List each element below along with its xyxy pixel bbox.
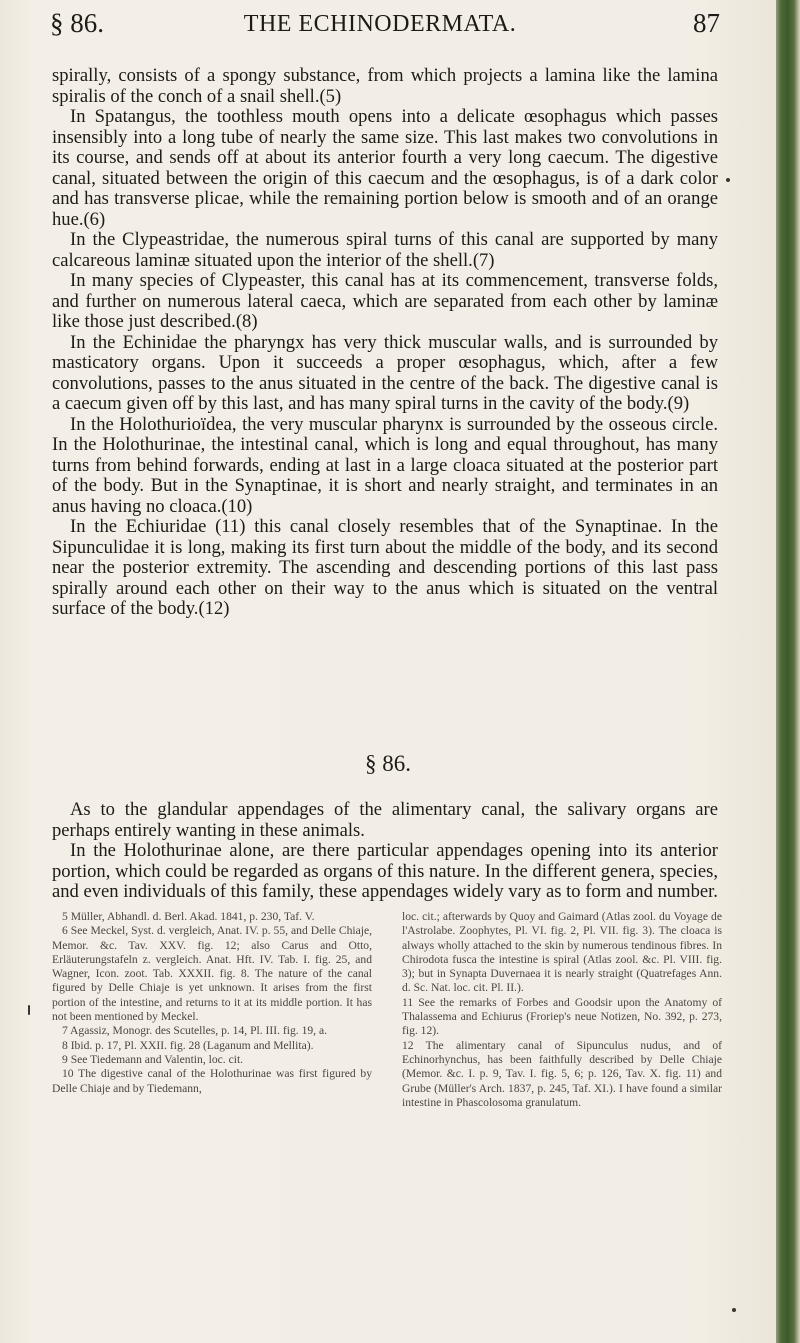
main-text-lower (52, 800, 718, 903)
footnote: 5 Müller, Abhandl. d. Berl. Akad. 1841, p. 230, Taf. V. (62, 910, 315, 923)
paragraph: In Spatangus, the toothless mouth opens into a delicate œsophagus which passes insensibly into a long tube of nearly the same size. This last makes two convolutions in its course, and sends off at about its anterior fourth a very long caecum. The digestive canal, situated between the origin of this caecum and the œsophagus, is of a dark color and has transverse plicae, while the remaining portion below is smooth and of an orange hue.(6) (52, 106, 718, 230)
footnote: 7 Agassiz, Monogr. des Scutelles, p. 14, Pl. III. fig. 19, a. (62, 1024, 328, 1038)
ink-speck (28, 1005, 30, 1015)
running-header (40, 8, 720, 48)
paragraph: In the Echinidae the pharyngx has very thick muscular walls, and is surrounded by masticatory organs. Upon it succeeds a proper œsophagus, which, after a few convolutions, passes to the anus situated in the centre of the back. The digestive canal is a caecum given off by this last, and has many spiral turns in the cavity of the body.(9) (52, 331, 718, 414)
paragraph: In the Holothurinae alone, are there particular appendages opening into its anterior portion, which could be regarded as organs of this nature. In the different genera, species, and even individuals of this family, these appendages widely vary as to form and number. (52, 840, 718, 902)
footnote: 10 The digestive canal of the Holothurinae was first figured by Delle Chiaje and by Tiedemann, (52, 1067, 372, 1095)
main-text-upper (52, 66, 718, 620)
paragraph: spirally, consists of a spongy substance, from which projects a lamina like the lamina spiralis of the conch of a snail shell.(5) (52, 65, 718, 107)
section-heading: § 86. (365, 751, 411, 776)
header-section: § 86. (50, 8, 104, 38)
header-title: THE ECHINODERMATA. (243, 11, 517, 37)
ink-speck (732, 1308, 736, 1312)
footnotes-right-column (402, 910, 722, 1110)
ink-speck (726, 178, 730, 182)
footnotes-left-column (52, 910, 372, 1096)
footnote: 9 See Tiedemann and Valentin, loc. cit. (62, 1052, 244, 1066)
page-edge-binding (776, 0, 800, 1343)
footnote: loc. cit.; afterwards by Quoy and Gaimard (Atlas zool. du Voyage de l'Astrolabe. Zoophytes, Pl. VI. fig. 2, Pl. VII. fig. 3). The cloaca is always wholly attached to the skin by numerous tendinous fibres. In Chirodota fusca the intestine is spiral (Atlas zool. &c. Pl. VIII. fig. 3); but in Synapta Duvernaea it is nearly straight (Quatrefages Ann. d. Sc. Nat. loc. cit. Pl. II.). (402, 910, 722, 995)
page-number: 87 (693, 8, 720, 38)
paragraph: In the Clypeastridae, the numerous spiral turns of this canal are supported by many calcareous laminæ situated upon the interior of the shell.(7) (52, 229, 718, 271)
footnote: 8 Ibid. p. 17, Pl. XXII. fig. 28 (Laganum and Mellita). (62, 1038, 314, 1052)
footnote: 6 See Meckel, Syst. d. vergleich, Anat. IV. p. 55, and Delle Chiaje, Memor. &c. Tav. XXV. fig. 12; also Carus and Otto, Erläuterungstafeln z. vergleich. Anat. Hft. IV. Tab. I. fig. 25, and Wagner, Icon. zoot. Tab. XXXII. fig. 8. The nature of the canal figured by Delle Chiaje is yet unknown. It arises from the first portion of the intestine, and returns to it at its middle portion. It has not been mentioned by Meckel. (52, 924, 372, 1024)
paragraph: As to the glandular appendages of the alimentary canal, the salivary organs are perhaps entirely wanting in these animals. (52, 799, 718, 841)
paragraph: In the Echiuridae (11) this canal closely resembles that of the Synaptinae. In the Sipunculidae it is long, making its first turn about the middle of the body, and its second near the posterior extremity. The ascending and descending portions of this last pass spirally around each other on their way to the anus which is situated on the ventral surface of the body.(12) (52, 516, 718, 619)
footnote: 12 The alimentary canal of Sipunculus nudus, and of Echinorhynchus, has been faithfully described by Delle Chiaje (Memor. &c. I. p. 9, Tav. I. fig. 5, 6; p. 126, Tav. X. fig. 11) and Grube (Müller's Arch. 1837, p. 245, Taf. XI.). I have found a similar intestine in Phascolosoma granulatum. (402, 1038, 722, 1109)
footnote: 11 See the remarks of Forbes and Goodsir upon the Anatomy of Thalassema and Echiurus (Froriep's neue Notizen, No. 392, p. 273, fig. 12). (402, 995, 722, 1038)
paragraph: In many species of Clypeaster, this canal has at its commencement, transverse folds, and further on numerous lateral caeca, which are separated from each other by laminæ like those just described.(8) (52, 270, 718, 332)
paragraph: In the Holothurioïdea, the very muscular pharynx is surrounded by the osseous circle. In the Holothurinae, the intestinal canal, which is long and equal throughout, has many turns from behind forwards, ending at last in a large cloaca situated at the posterior part of the body. But in the Synaptinae, it is short and nearly straight, and terminates in an anus having no cloaca.(10) (52, 413, 718, 517)
